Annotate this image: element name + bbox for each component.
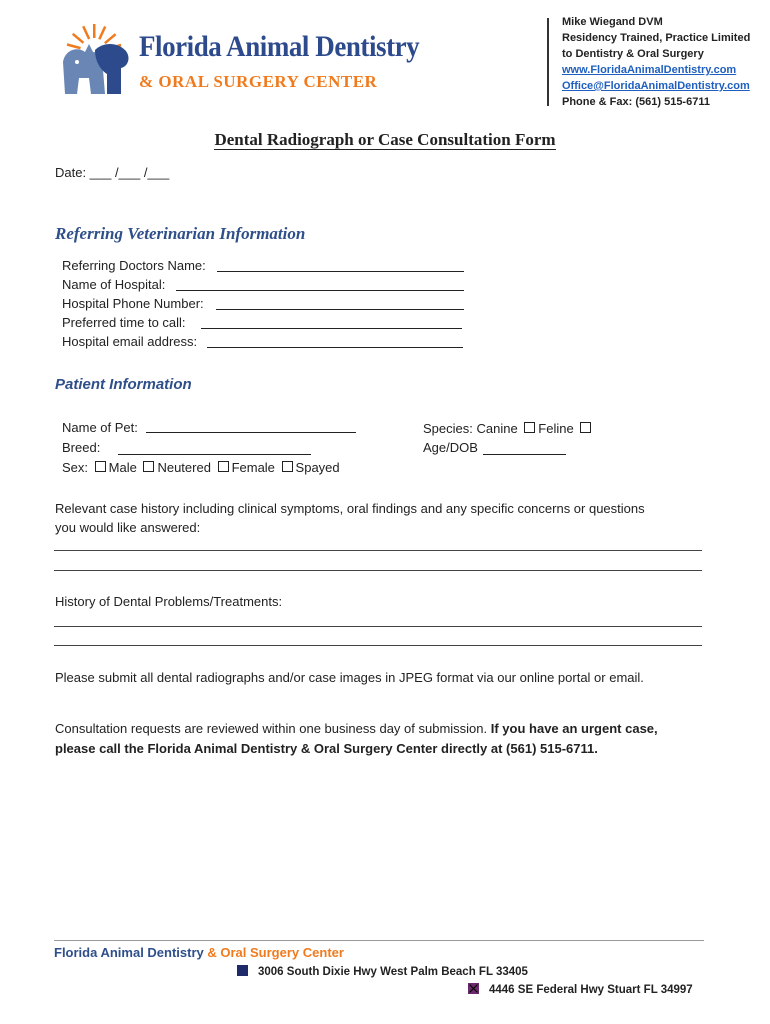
breed-input[interactable] xyxy=(118,454,311,455)
footer-address-1-text: 3006 South Dixie Hwy West Palm Beach FL 33405 xyxy=(258,966,528,978)
breed-label: Breed: xyxy=(62,440,101,455)
patient-heading: Patient Information xyxy=(55,376,192,393)
email-link[interactable]: Office@FloridaAnimalDentistry.com xyxy=(562,80,750,92)
pet-name-input[interactable] xyxy=(146,432,356,433)
header-info xyxy=(562,14,750,110)
species-feline-label: Feline xyxy=(538,421,574,436)
species-feline-checkbox[interactable] xyxy=(580,422,591,433)
crossed-square-icon xyxy=(468,983,479,994)
hospital-phone-label: Hospital Phone Number: xyxy=(62,296,204,311)
referring-doctor-label: Referring Doctors Name: xyxy=(62,258,206,273)
review-note xyxy=(55,719,658,759)
footer-name-blue: Florida Animal Dentistry xyxy=(54,945,208,960)
footer-address-2 xyxy=(468,983,693,996)
date-field[interactable]: Date: ___ /___ /___ xyxy=(55,165,170,180)
dog-cat-logo-icon xyxy=(55,22,135,100)
species-canine-checkbox[interactable] xyxy=(524,422,535,433)
footer-divider xyxy=(54,940,704,941)
footer-name-orange: & Oral Surgery Center xyxy=(207,945,344,960)
preferred-time-input[interactable] xyxy=(201,328,462,329)
sex-label: Sex: xyxy=(62,460,89,475)
footer-practice-name xyxy=(54,945,344,960)
hospital-email-label: Hospital email address: xyxy=(62,334,198,349)
logo xyxy=(55,22,420,100)
case-history-line-2[interactable] xyxy=(54,570,702,571)
referring-doctor-input[interactable] xyxy=(217,271,464,272)
sex-neutered-label: Neutered xyxy=(157,460,211,475)
hospital-name-label: Name of Hospital: xyxy=(62,277,166,292)
doctor-credentials-1: Residency Trained, Practice Limited xyxy=(562,32,751,44)
form-title: Dental Radiograph or Case Consultation Form xyxy=(214,130,556,149)
sex-row xyxy=(62,460,340,475)
sex-female-label: Female xyxy=(231,460,275,475)
sex-female-checkbox[interactable] xyxy=(218,461,229,472)
hospital-phone-input[interactable] xyxy=(216,309,464,310)
square-bullet-icon xyxy=(237,965,248,976)
doctor-credentials-2: to Dentistry & Oral Surgery xyxy=(562,48,704,60)
footer-address-1 xyxy=(237,965,528,978)
referring-heading: Referring Veterinarian Information xyxy=(55,224,306,243)
age-label: Age/DOB xyxy=(423,440,478,455)
logo-subtitle: & ORAL SURGERY CENTER xyxy=(139,72,378,91)
species-label: Species: Canine xyxy=(423,421,518,436)
species-row xyxy=(423,421,594,436)
case-history-line-1[interactable] xyxy=(54,550,702,551)
age-input[interactable] xyxy=(483,454,566,455)
review-note-text: Consultation requests are reviewed within one business day of submission. xyxy=(55,721,491,736)
logo-title: Florida Animal Dentistry xyxy=(139,30,420,63)
dental-history-line-1[interactable] xyxy=(54,626,702,627)
pet-name-label: Name of Pet: xyxy=(62,420,138,435)
dental-history-label: History of Dental Problems/Treatments: xyxy=(55,594,283,609)
dental-history-line-2[interactable] xyxy=(54,645,702,646)
phone-fax: Phone & Fax: (561) 515-6711 xyxy=(562,96,710,108)
sex-spayed-checkbox[interactable] xyxy=(282,461,293,472)
footer-address-2-text: 4446 SE Federal Hwy Stuart FL 34997 xyxy=(489,984,693,996)
case-history-prompt-2: you would like answered: xyxy=(55,520,201,535)
sex-male-label: Male xyxy=(108,460,137,475)
doctor-name: Mike Wiegand DVM xyxy=(562,16,663,28)
form-title-wrap xyxy=(0,130,770,150)
website-link[interactable]: www.FloridaAnimalDentistry.com xyxy=(562,64,737,76)
hospital-name-input[interactable] xyxy=(176,290,464,291)
sex-male-checkbox[interactable] xyxy=(95,461,106,472)
hospital-email-input[interactable] xyxy=(207,347,463,348)
urgent-note-2: please call the Florida Animal Dentistry & Oral Surgery Center directly at (561) 515-6711. xyxy=(55,741,598,756)
case-history-prompt-1: Relevant case history including clinical symptoms, oral findings and any specific concerns or questions xyxy=(55,501,645,516)
header-divider xyxy=(547,18,549,106)
case-history-prompt xyxy=(55,499,645,537)
sex-neutered-checkbox[interactable] xyxy=(143,461,154,472)
sex-spayed-label: Spayed xyxy=(295,460,340,475)
urgent-note-1: If you have an urgent case, xyxy=(490,721,658,736)
preferred-time-label: Preferred time to call: xyxy=(62,315,186,330)
submit-note: Please submit all dental radiographs and/or case images in JPEG format via our online portal or email. xyxy=(55,670,644,685)
